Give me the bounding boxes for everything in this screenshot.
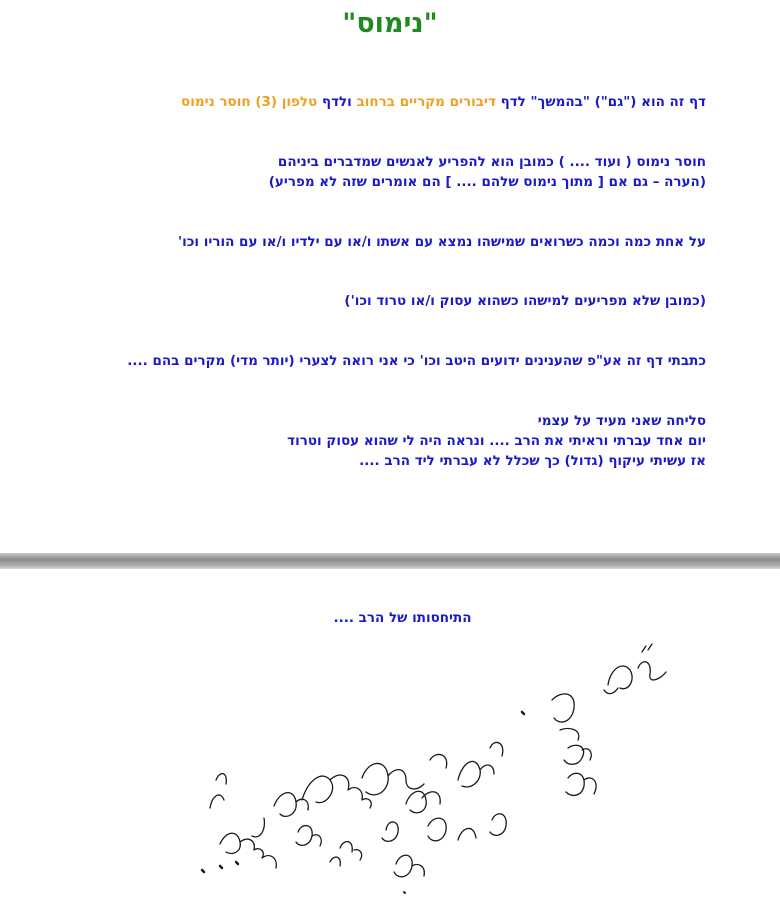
paragraph-busy bbox=[344, 291, 706, 311]
paragraph-line: חוסר נימוס ( ועוד .... ) כמובן הוא להפריע לאנשים שמדברים ביניהם bbox=[277, 154, 706, 170]
paragraph-family bbox=[178, 232, 706, 252]
section-divider bbox=[0, 553, 780, 569]
link-phone-rudeness[interactable]: טלפון (3) חוסר נימוס bbox=[181, 94, 318, 110]
response-heading: התיחסותו של הרב .... bbox=[333, 610, 472, 626]
paragraph-line: כתבתי דף זה אע"פ שהענינים ידועים היטב וכו' כי אני רואה לצערי (יותר מדי) מקרים בהם .... bbox=[127, 353, 706, 369]
intro-text-and: ולדף bbox=[321, 94, 352, 110]
handwritten-note-image bbox=[190, 630, 710, 895]
paragraph-line: יום אחד עברתי וראיתי את הרב .... ונראה היה לי שהוא עסוק וטרוד bbox=[287, 433, 706, 449]
paragraph-line: סליחה שאני מעיד על עצמי bbox=[537, 413, 706, 429]
paragraph-line: אז עשיתי עיקוף (גדול) כך שכלל לא עברתי ליד הרב .... bbox=[359, 453, 706, 469]
link-random-street-talk[interactable]: דיבורים מקריים ברחוב bbox=[356, 94, 496, 110]
intro-paragraph bbox=[181, 92, 706, 112]
intro-text: דף זה הוא ("גם") "בהמשך" לדף bbox=[500, 94, 706, 110]
paragraph-anecdote bbox=[287, 411, 706, 471]
paragraph-line: (כמובן שלא מפריעים למישהו כשהוא עסוק ו/או טרוד וכו') bbox=[344, 293, 706, 309]
paragraph-reason bbox=[127, 351, 706, 371]
paragraph-line: על אחת כמה וכמה כשרואים שמישהו נמצא עם אשתו ו/או עם ילדיו ו/או עם הוריו וכו' bbox=[177, 234, 706, 250]
paragraph-interrupting bbox=[269, 152, 706, 192]
paragraph-line: (הערה – גם אם [ מתוך נימוס שלהם .... ] הם אומרים שזה לא מפריע) bbox=[268, 174, 706, 190]
page-title: "נימוס" bbox=[342, 8, 438, 39]
